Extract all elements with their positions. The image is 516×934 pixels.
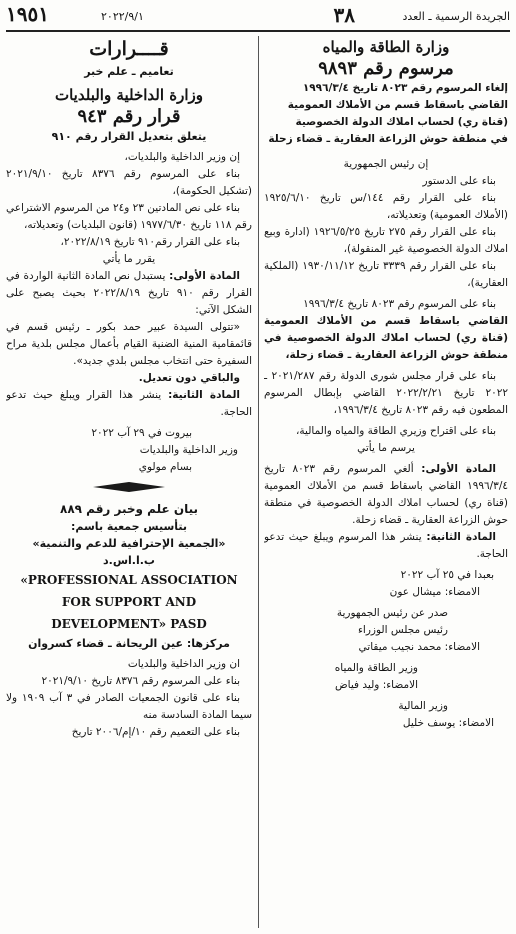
gazette-title: الجريدة الرسمية ـ العدد — [402, 10, 510, 23]
place-date: بعبدا في ٢٥ آب ٢٠٢٢ — [400, 569, 494, 581]
article-2: المادة الثانية: ينشر هذا المرسوم ويبلغ حيث تدعو الحاجة. — [264, 531, 508, 560]
basis-item: بناء على القرار رقم ١٤٤/س تاريخ ١٩٢٥/٦/١٠ (الأملاك العمومية) وتعديلاته، — [264, 192, 508, 221]
section-divider-ornament — [93, 482, 165, 492]
president-signature: الامضاء: ميشال عون — [389, 586, 480, 598]
section-title: قــــرارات — [89, 38, 169, 60]
association-latin-name-line: «PROFESSIONAL ASSOCIATION — [20, 573, 238, 587]
notice-basis-item: بناء على التعميم رقم ١٠/إم/٢٠٠٦ تاريخ — [71, 726, 240, 738]
decree-subject-line: إلغاء المرسوم رقم ٨٠٢٣ تاريخ ١٩٩٦/٣/٤ — [302, 82, 508, 94]
pm-signature: الامضاء: محمد نجيب ميقاتي — [358, 641, 480, 653]
finance-minister-title: وزير المالية — [398, 700, 448, 712]
column-divider — [258, 36, 259, 928]
decree-subject-line: في منطقة حوش الزراعة العقارية ـ قضاء زحلة — [268, 133, 508, 145]
finance-minister-signature: الامضاء: يوسف خليل — [402, 717, 494, 729]
decree-subject-line: القاضي باسقاط قسم من الأملاك العمومية — [287, 99, 508, 111]
right-column — [264, 36, 508, 928]
notice-basis-item: بناء على قانون الجمعيات الصادر في ٣ آب ١٩٠٩ ولا سيما المادة السادسة منه — [6, 692, 252, 721]
basis-item: بناء على الدستور — [422, 175, 496, 187]
association-latin-name-line: DEVELOPMENT» PASD — [51, 617, 207, 631]
minister-title: وزير الداخلية والبلديات — [139, 444, 238, 456]
decides-label: يقرر ما يأتي — [102, 253, 156, 265]
amended-text-quote: «تتولى السيدة عبير حمد بكور ـ رئيس قسم في قائمقامية المنية الضنية القيام بأعمال مجلس بلدية مراح السفيرة حتى انتخاب مجلس بلدي جديد». — [6, 321, 252, 367]
basis-bold-tail: القاضي باسقاط قسم من الأملاك العمومية (قناة ري) لحساب املاك الدولة الخصوصية في منطقة حوش الزراعة العقارية ـ قضاء زحلة، — [264, 315, 508, 361]
association-latin-name-line: FOR SUPPORT AND — [61, 595, 197, 609]
minister-name: بسام مولوي — [138, 461, 192, 473]
basis-item: بناء على المرسوم رقم ٨٠٢٣ تاريخ ١٩٩٦/٣/٤ — [303, 298, 496, 310]
page-header — [6, 2, 510, 30]
association-headquarters: مركزها: عين الريحانة ـ قضاء كسروان — [28, 637, 230, 650]
energy-minister-signature: الامضاء: وليد فياض — [334, 679, 418, 691]
section-subtitle: تعاميم ـ علم خبر — [84, 65, 174, 78]
ministry-title: وزارة الطاقة والمياه — [322, 38, 450, 56]
issuer: إن وزير الداخلية والبلديات، — [124, 151, 240, 163]
decision-subject: يتعلق بتعديل القرار رقم ٩١٠ — [51, 130, 207, 143]
basis-item: بناء على المرسوم رقم ٨٣٧٦ تاريخ ٢٠٢١/٩/١٠ (تشكيل الحكومة)، — [6, 168, 252, 197]
notice-basis-item: بناء على المرسوم رقم ٨٣٧٦ تاريخ ٢٠٢١/٩/١٠ — [41, 675, 240, 687]
basis-item: بناء على القرار رقم٩١٠ تاريخ ٢٠٢٢/٨/١٩، — [60, 236, 240, 248]
page-number: ١٩٥١ — [6, 2, 49, 26]
header-rule — [6, 30, 510, 32]
decree-subject-line: (قناة ري) لحساب املاك الدولة الخصوصية — [295, 116, 508, 128]
basis-item: بناء على قرار مجلس شورى الدولة رقم ٢٠٢١/٢٨٧ ـ ٢٠٢٢ تاريخ ٢٠٢٢/٢/٢١ القاضي بإبطال المرسوم المطعون فيه رقم ٨٠٢٣ تاريخ ١٩٩٦/٣/٤، — [264, 370, 508, 416]
basis-item: بناء على اقتراح وزيري الطاقة والمياه والمالية، — [296, 425, 496, 437]
ministry-title: وزارة الداخلية والبلديات — [54, 86, 203, 104]
notice-subtitle: بتأسيس جمعية باسم: — [70, 520, 188, 533]
decree-number: مرسوم رقم ٩٨٩٣ — [318, 58, 454, 79]
article-1: المادة الأولى: يستبدل نص المادة الثانية الواردة في القرار رقم ٩١٠ تاريخ ٢٠٢٢/٨/١٩ بحيث يصبح على الشكل الآتي: — [6, 270, 252, 316]
decision-number: قرار رقم ٩٤٣ — [77, 106, 181, 127]
issue-date: ٢٠٢٢/٩/١ — [101, 10, 144, 23]
left-column — [6, 36, 252, 928]
issued-by: صدر عن رئيس الجمهورية — [336, 607, 448, 619]
decrees-label: يرسم ما يأتي — [357, 442, 415, 454]
basis-item: بناء على القرار رقم ٣٣٣٩ تاريخ ١٩٣٠/١١/١٢ (الملكية العقارية)، — [264, 260, 508, 289]
article-2: المادة الثانية: ينشر هذا القرار ويبلغ حيث تدعو الحاجة. — [6, 389, 252, 418]
basis-item: بناء على القرار رقم ٢٧٥ تاريخ ١٩٢٦/٥/٢٥ (ادارة وبيع املاك الدولة الخصوصية غير المنقولة)، — [264, 226, 508, 255]
energy-minister-title: وزير الطاقة والمياه — [334, 662, 418, 674]
article-1: المادة الأولى: ألغي المرسوم رقم ٨٠٢٣ تاريخ ١٩٩٦/٣/٤ القاضي باسقاط قسم من الأملاك العمومية (قناة ري) لحساب املاك الدولة الخصوصية في منطقة حوش الزراعة العقارية ـ قضاء زحلة. — [264, 463, 508, 526]
basis-item: بناء على نص المادتين ٢٣ و٢٤ من المرسوم الاشتراعي رقم ١١٨ تاريخ ١٩٧٧/٦/٣٠ (قانون البلديات) وتعديلاته، — [6, 202, 252, 231]
notice-issuer: ان وزير الداخلية والبلديات — [127, 658, 240, 670]
issue-number: ٣٨ — [333, 3, 355, 27]
rest-unchanged: والباقي دون تعديل. — [138, 372, 240, 384]
place-date: بيروت في ٢٩ آب ٢٠٢٢ — [91, 427, 192, 439]
issuer: إن رئيس الجمهورية — [343, 158, 429, 170]
association-arabic-name: «الجمعية الإحترافية للدعم والتنمية» ب.ا.اس.د — [32, 537, 226, 567]
pm-title: رئيس مجلس الوزراء — [357, 624, 448, 636]
notice-title: بيان علم وخبر رقم ٨٨٩ — [60, 502, 198, 516]
